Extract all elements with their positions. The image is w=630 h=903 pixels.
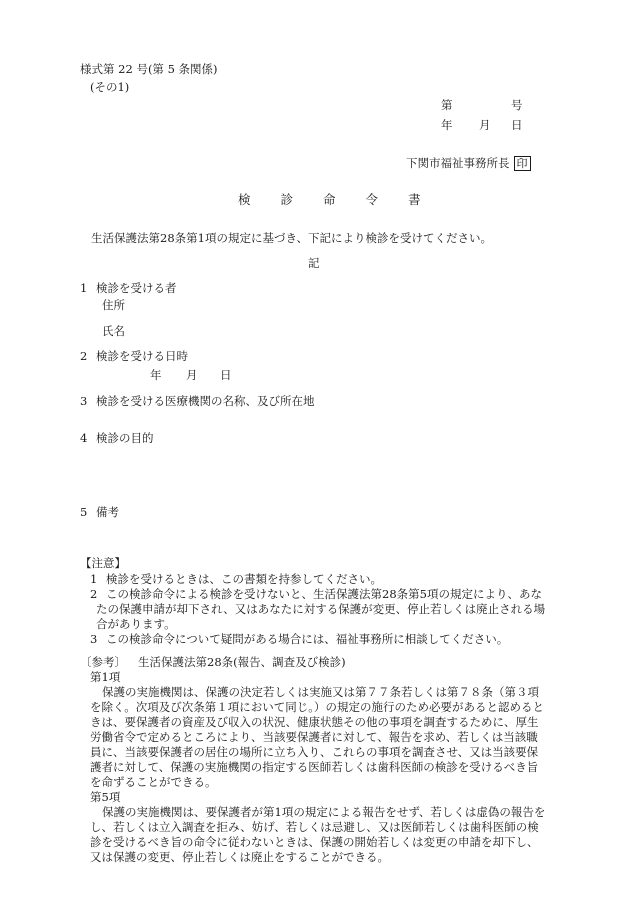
note-text-line: この検診命令による検診を受けないと、生活保護法第28条第5項の規定により、あな <box>106 587 542 601</box>
reference-para1-label: 第1項 <box>90 670 121 684</box>
reference-para5-line: し、若しくは立入調査を拒み、妨げ、若しくは忌避し、又は医師若しくは歯科医師の検 <box>90 820 539 834</box>
reference-para5-line: 診を受けるべき旨の命令に従わないときは、保護の開始若しくは変更の申請を却下し、 <box>90 835 539 849</box>
issuer-name: 下関市福祉事務所長 <box>406 156 510 170</box>
form-number: 様式第 22 号(第 5 条関係) <box>80 62 218 76</box>
item2-label: 検診を受ける日時 <box>96 349 188 363</box>
note-text-line: たの保護申請が却下され、又はあなたに対する保護が変更、停止若しくは廃止される場 <box>96 602 546 616</box>
document-title <box>238 192 421 207</box>
item2-year: 年 <box>150 368 162 382</box>
item4-label: 検診の目的 <box>96 431 154 445</box>
doc-no-suffix: 号 <box>511 98 523 112</box>
reference-para1-line: を命ずることができる。 <box>90 775 217 789</box>
title-char: 検 <box>238 192 251 207</box>
reference-law-title: 生活保護法第28条(報告、調査及び検診) <box>138 655 346 669</box>
item2-day: 日 <box>220 368 232 382</box>
date-day: 日 <box>511 118 523 132</box>
title-char: 診 <box>280 192 294 207</box>
note-number: 3 <box>90 632 98 646</box>
item1-address-label: 住所 <box>102 298 125 312</box>
note-text: この検診命令について疑問がある場合には、福祉事務所に相談してください。 <box>106 632 509 646</box>
item2-number: 2 <box>80 349 88 363</box>
reference-para1-line: 員に、当該要保護者の居住の場所に立ち入り、これらの事項を調査させ、又は当該要保 <box>90 745 539 759</box>
date-month: 月 <box>479 118 491 132</box>
item1-number: 1 <box>80 281 88 295</box>
notes-heading: 【注意】 <box>80 556 126 570</box>
reference-para1-line: 労働省令で定めるところにより、当該要保護者に対して、報告を求め、若しくは当該職 <box>90 730 538 744</box>
title-char: 書 <box>408 192 421 207</box>
item2-month: 月 <box>186 368 198 382</box>
reference-para5-label: 第5項 <box>90 790 121 804</box>
sub-number: (その1) <box>90 80 130 94</box>
ki-mark: 記 <box>308 256 320 270</box>
reference-para1-line: 保護の実施機関は、保護の決定若しくは実施又は第７７条若しくは第７８条（第３項 <box>102 685 539 699</box>
note-text: 検診を受けるときは、この書類を持参してください。 <box>106 572 382 586</box>
item4-number: 4 <box>80 431 88 445</box>
reference-para5-line: 保護の実施機関は、要保護者が第1項の規定による報告をせず、若しくは虚偽の報告を <box>102 805 546 819</box>
reference-para1-line: きは、要保護者の資産及び収入の状況、健康状態その他の事項を調査するために、厚生 <box>90 715 539 729</box>
title-char: 令 <box>365 192 379 207</box>
reference-para1-line: を除く。次項及び次条第１項において同じ。）の規定の施行のため必要があると認めると <box>90 700 545 714</box>
intro-text: 生活保護法第28条第1項の規定に基づき、下記により検診を受けてください。 <box>91 231 492 245</box>
item3-number: 3 <box>80 394 88 408</box>
note-number: 1 <box>90 572 98 586</box>
reference-para1-line: 護者に対して、保護の実施機関の指定する医師若しくは歯科医師の検診を受けるべき旨 <box>90 760 539 774</box>
seal-mark: 印 <box>514 156 531 171</box>
issuer <box>406 156 531 171</box>
item5-number: 5 <box>80 505 88 519</box>
item5-label: 備考 <box>96 505 119 519</box>
item1-name-label: 氏名 <box>102 324 125 338</box>
note-number: 2 <box>90 587 98 601</box>
reference-heading: 〔参考〕 <box>80 655 126 669</box>
doc-no-prefix: 第 <box>441 98 453 112</box>
title-char: 命 <box>323 192 336 207</box>
item1-label: 検診を受ける者 <box>96 281 177 295</box>
item3-label: 検診を受ける医療機関の名称、及び所在地 <box>96 394 315 408</box>
date-year: 年 <box>441 118 453 132</box>
reference-para5-line: 又は保護の変更、停止若しくは廃止をすることができる。 <box>90 850 389 864</box>
note-text-line: 合があります。 <box>96 617 176 631</box>
